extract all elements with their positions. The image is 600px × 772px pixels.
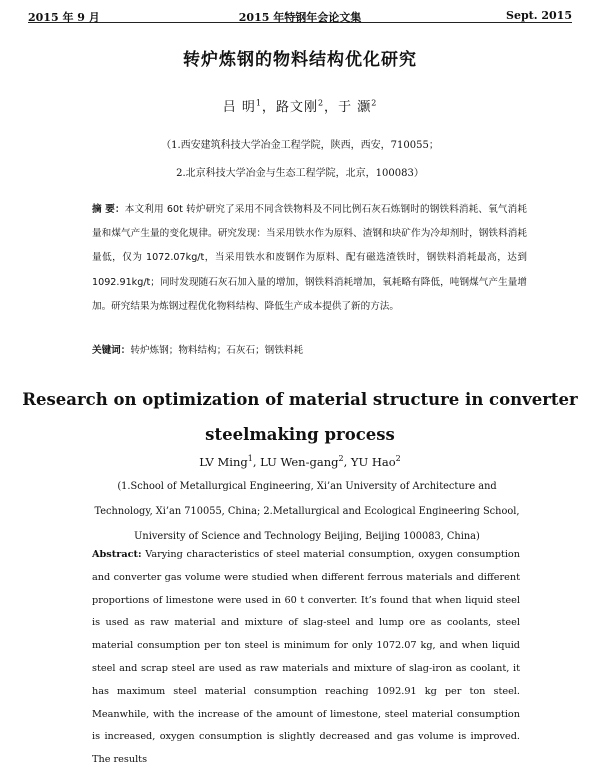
en-author-affil-mark: 1 bbox=[247, 454, 253, 463]
en-paper-title-line-1: Research on optimization of material structure in converter bbox=[22, 390, 578, 409]
en-abstract-text: Varying characteristics of steel material consumption, oxygen consumption and converter gas volume were studied when different ferrous materials and different proportions of limestone were used in 60 t converter. It’s found that when liquid steel is used as raw material and mixture of slag-steel and lump ore as coolants, steel material consumption per ton steel is minimum for only 1072.07 kg, and when liquid steel and scrap steel are used as raw materials and mixture of slag-iron as coolant, it has maximum steel material consumption reaching 1092.91 kg per ton steel. Meanwhile, with the increase of the amount of limestone, steel material consumption is increased, oxygen consumption is slightly decreased and gas volume is improved. The results bbox=[92, 549, 520, 766]
cn-author-affil-mark: 2 bbox=[371, 98, 378, 108]
en-author-name: YU Hao bbox=[350, 454, 396, 469]
cn-abstract bbox=[92, 198, 527, 319]
en-paper-title-line-2: steelmaking process bbox=[205, 425, 395, 444]
en-abstract bbox=[92, 544, 520, 772]
cn-affiliation-2: 2.北京科技大学冶金与生态工程学院，北京，100083） bbox=[176, 168, 424, 179]
header-date-en: Sept. 2015 bbox=[506, 9, 572, 22]
cn-author-name: 路文刚 bbox=[275, 100, 318, 115]
cn-author-affil-mark: 1 bbox=[255, 98, 262, 108]
en-author-list bbox=[0, 454, 600, 469]
header-date-cn: 2015 年 9 月 bbox=[28, 11, 100, 24]
header-proceedings-title: 2015 年特钢年会论文集 bbox=[238, 11, 362, 24]
cn-author-name: 吕 明 bbox=[222, 100, 256, 115]
en-author-separator: , bbox=[343, 454, 351, 469]
cn-author-name: 于 灏 bbox=[338, 100, 372, 115]
cn-paper-title: 转炉炼钢的物料结构优化研究 bbox=[183, 50, 417, 70]
en-author-name: LU Wen-gang bbox=[260, 454, 339, 469]
cn-author-separator: ， bbox=[261, 100, 276, 115]
en-abstract-label: Abstract: bbox=[92, 549, 142, 560]
cn-author-separator: ， bbox=[324, 100, 339, 115]
en-author-affil-mark: 2 bbox=[395, 454, 401, 463]
header-rule bbox=[28, 22, 572, 23]
cn-keywords bbox=[92, 342, 527, 356]
en-affiliations: (1.School of Metallurgical Engineering, Xi’an University of Architecture and Technology, Xi’an 710055, China; 2.Metallurgical and Ecological Engineering School, University of Science and Technology Beijing, Beijing 100083, China) bbox=[94, 481, 520, 542]
cn-abstract-label: 摘 要： bbox=[92, 204, 125, 215]
en-author-separator: , bbox=[252, 454, 261, 469]
cn-keywords-label: 关键词： bbox=[92, 345, 131, 356]
en-author-affil-mark: 2 bbox=[338, 454, 344, 463]
cn-abstract-text: 本文利用 60t 转炉研究了采用不同含铁物料及不同比例石灰石炼钢时的钢铁料消耗、氧气消耗量和煤气产生量的变化规律。研究发现：当采用铁水作为原料、渣钢和块矿作为冷却剂时，钢铁料消耗量低，仅为 1072.07kg/t，当采用铁水和废钢作为原料、配有磁选渣铁时，钢铁料消耗最高，达到 1092.91kg/t；同时发现随石灰石加入量的增加，钢铁料消耗增加，氧耗略有降低，吨钢煤气产生量增加。研究结果为炼钢过程优化物料结构、降低生产成本提供了新的方法。 bbox=[92, 204, 527, 312]
cn-author-affil-mark: 2 bbox=[317, 98, 325, 108]
en-author-name: LV Ming bbox=[199, 454, 248, 469]
cn-affiliation-1: （1.西安建筑科技大学冶金工程学院，陕西，西安，710055； bbox=[161, 140, 439, 151]
cn-author-list bbox=[0, 96, 600, 115]
cn-keywords-text: 转炉炼钢；物料结构；石灰石；钢铁料耗 bbox=[130, 345, 304, 356]
